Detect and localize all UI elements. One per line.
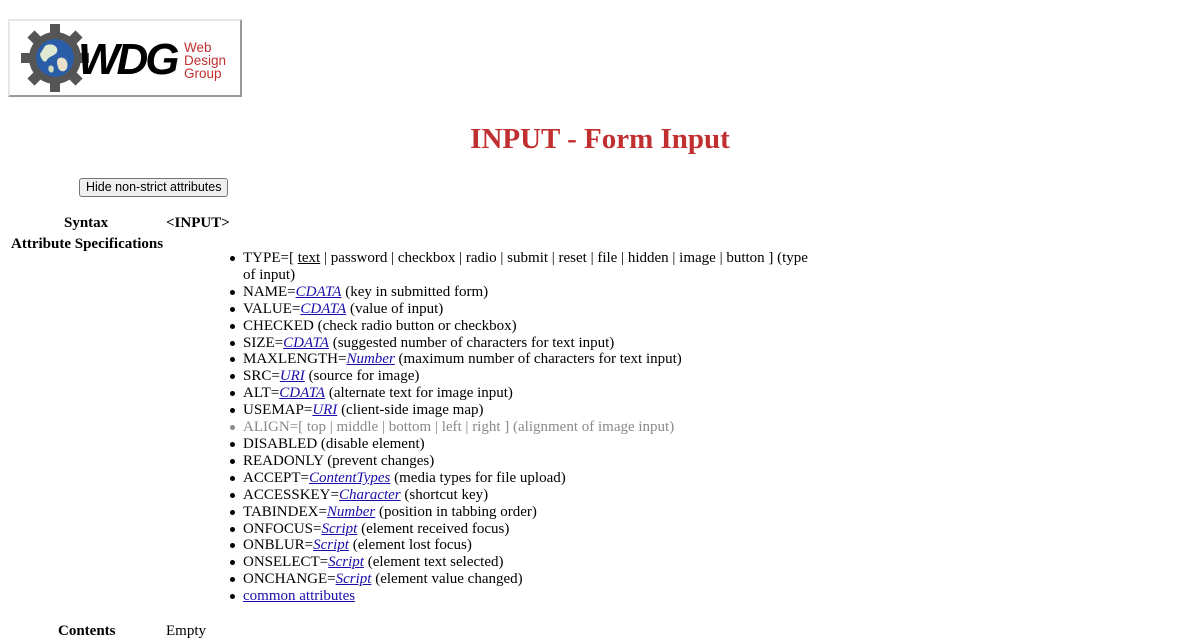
attribute-name: MAXLENGTH=: [243, 351, 347, 368]
logo-letters: WDG: [78, 35, 177, 84]
attribute-name: SIZE=: [243, 334, 284, 351]
attribute-name: CHECKED: [243, 317, 314, 334]
attribute-name: VALUE=: [243, 300, 301, 317]
attribute-type-link[interactable]: Number: [326, 503, 376, 520]
attribute-name: TABINDEX=: [243, 503, 327, 520]
attribute-item: [243, 470, 813, 487]
attribute-item: [243, 284, 813, 301]
attribute-desc: (position in tabbing order): [375, 503, 537, 520]
hide-non-strict-button[interactable]: Hide non-strict attributes: [79, 178, 228, 197]
attribute-desc: (client-side image map): [337, 402, 484, 419]
attribute-name: ONSELECT=: [243, 554, 329, 571]
attribute-name: USEMAP=: [243, 402, 313, 419]
attribute-type-link[interactable]: Character: [338, 486, 401, 503]
logo-tagline-design: Design: [184, 53, 227, 68]
attribute-name: NAME=: [243, 283, 296, 300]
attribute-item: [243, 436, 813, 453]
syntax-label: Syntax: [64, 215, 109, 231]
attribute-type-link[interactable]: ContentTypes: [308, 469, 391, 486]
page-title: INPUT - Form Input: [470, 123, 730, 155]
wdg-logo-graphic: [10, 21, 240, 95]
attribute-desc: (element value changed): [371, 571, 523, 588]
attribute-type-link[interactable]: CDATA: [279, 385, 326, 402]
attribute-type-link[interactable]: CDATA: [295, 283, 342, 300]
attribute-name: ACCESSKEY=: [243, 486, 339, 503]
attribute-name: ALIGN=[ top | middle | bottom | left | right ] (alignment of image input): [243, 419, 675, 436]
attribute-item: [243, 301, 813, 318]
attribute-type-link[interactable]: Script: [335, 571, 372, 588]
attribute-desc: (suggested number of characters for text input): [328, 334, 615, 351]
attribute-item: [243, 453, 813, 470]
attribute-type-prefix: TYPE=[: [243, 250, 298, 266]
attribute-name: READONLY: [243, 452, 324, 469]
logo-tagline-group: Group: [184, 66, 222, 81]
logo-tagline-web: Web: [184, 40, 212, 55]
attribute-desc: (shortcut key): [400, 486, 489, 503]
attribute-type-link[interactable]: URI: [312, 402, 338, 419]
attribute-item-common: [243, 588, 813, 605]
attribute-name: ALT=: [243, 385, 280, 402]
attribute-list: [243, 250, 813, 605]
attribute-desc: (prevent changes): [323, 452, 435, 469]
attribute-item-type: [243, 250, 813, 284]
contents-label: Contents: [58, 623, 116, 639]
attribute-name: SRC=: [243, 368, 280, 385]
attribute-item: [243, 537, 813, 554]
attribute-item: [243, 504, 813, 521]
attribute-type-link[interactable]: Script: [328, 554, 364, 571]
attribute-name: ONCHANGE=: [243, 571, 336, 588]
attribute-desc: (value of input): [346, 300, 444, 317]
attribute-name: DISABLED: [243, 435, 318, 452]
attribute-item: [243, 402, 813, 419]
attribute-desc: (source for image): [304, 368, 420, 385]
contents-value: Empty: [166, 623, 206, 639]
attribute-type-link[interactable]: CDATA: [300, 300, 347, 317]
attribute-desc: (media types for file upload): [390, 469, 566, 486]
attribute-type-link[interactable]: Script: [321, 520, 358, 537]
attribute-item: [243, 554, 813, 571]
attribute-item: [243, 351, 813, 368]
attribute-type-link[interactable]: Script: [313, 537, 349, 554]
attribute-item: [243, 368, 813, 385]
attribute-item: [243, 571, 813, 588]
attribute-item: [243, 385, 813, 402]
attribute-name: ACCEPT=: [243, 469, 309, 486]
attribute-type-rest: | password | checkbox | radio | submit | reset | file | hidden | image | button ] (type of input): [243, 250, 808, 283]
attribute-desc: (element text selected): [363, 554, 504, 571]
attribute-type-link[interactable]: CDATA: [283, 334, 329, 351]
attribute-desc: (key in submitted form): [341, 283, 489, 300]
attribute-item-nonstrict: [243, 419, 813, 436]
attribute-item: [243, 318, 813, 335]
common-attributes-link[interactable]: common attributes: [243, 588, 356, 605]
syntax-value: <INPUT>: [166, 215, 230, 231]
attribute-type-link[interactable]: URI: [279, 368, 305, 385]
attribute-desc: (maximum number of characters for text input): [394, 351, 682, 368]
attribute-name: ONFOCUS=: [243, 520, 322, 537]
attribute-desc: (check radio button or checkbox): [313, 317, 517, 334]
attribute-type-default: text: [297, 250, 321, 266]
attribute-desc: (disable element): [317, 435, 425, 452]
wdg-logo[interactable]: [8, 19, 242, 97]
attribute-name: ONBLUR=: [243, 537, 314, 554]
attribute-desc: (element lost focus): [348, 537, 472, 554]
attribute-specifications-label: Attribute Specifications: [11, 236, 164, 252]
attribute-type-link[interactable]: Number: [346, 351, 395, 368]
attribute-item: [243, 487, 813, 504]
attribute-item: [243, 335, 813, 352]
attribute-item: [243, 521, 813, 538]
attribute-desc: (alternate text for image input): [325, 385, 513, 402]
attribute-desc: (element received focus): [357, 520, 510, 537]
